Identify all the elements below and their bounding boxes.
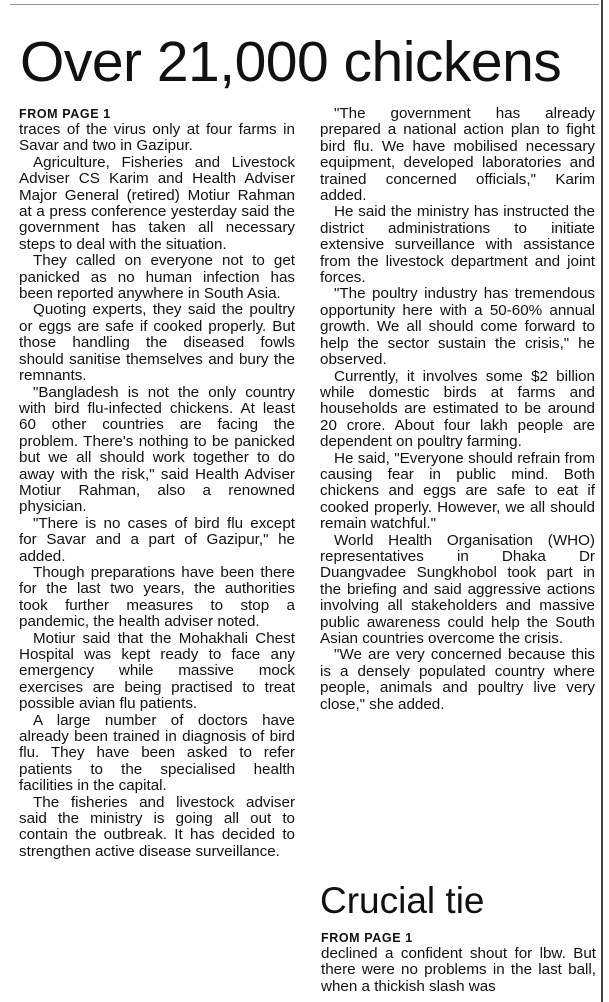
paragraph: "We are very concerned because this is a densely populated country where people, animals and poultry live very close," she added. — [320, 646, 595, 713]
headline: Over 21,000 chickens — [20, 30, 562, 94]
headline-crucial-tie: Crucial tie — [320, 880, 485, 921]
top-rule — [10, 4, 599, 5]
kicker: FROM PAGE 1 — [19, 107, 111, 121]
paragraph: He said the ministry has instructed the district administrations to initiate extensive surveillance with assistance from the livestock department and joint forces. — [320, 203, 595, 287]
paragraph: They called on everyone not to get panicked as no human infection has been reported anywhere in South Asia. — [19, 252, 295, 303]
paragraph: declined a confident shout for lbw. But there were no problems in the last ball, when a thickish slash was — [321, 945, 596, 995]
paragraph: traces of the virus only at four farms in Savar and two in Gazipur. — [19, 121, 295, 155]
paragraph: A large number of doctors have already been trained in diagnosis of bird flu. They have been asked to refer patients to the specialised health facilities in the capital. — [19, 711, 295, 795]
paragraph: Quoting experts, they said the poultry or eggs are safe if cooked properly. But those handling the diseased fowls should sanitise themselves and bury the remnants. — [19, 301, 295, 385]
paragraph: "The government has already prepared a national action plan to fight bird flu. We have mobilised necessary equipment, developed laboratories and trained concerned officials," Karim added. — [320, 105, 595, 205]
paragraph: The fisheries and livestock adviser said the ministry is going all out to contain the outbreak. It has decided to strengthen active disease surveillance. — [19, 793, 295, 860]
paragraph: "There is no cases of bird flu except for Savar and a part of Gazipur," he added. — [19, 514, 295, 565]
paragraph: "The poultry industry has tremendous opportunity here with a 50-60% annual growth. We all should come forward to help the sector sustain the crisis," he observed. — [320, 285, 595, 369]
paragraph: Currently, it involves some $2 billion while domestic birds at farms and households are estimated to be around 20 crore. About four lakh people are dependent on poultry farming. — [320, 367, 595, 451]
crucial-tie-story — [321, 931, 596, 995]
page-edge-rule — [601, 0, 603, 1002]
paragraph: He said, "Everyone should refrain from causing fear in public mind. Both chickens and eggs are safe to eat if cooked properly. However, we all should remain watchful." — [320, 449, 595, 533]
paragraph: Agriculture, Fisheries and Livestock Adviser CS Karim and Health Adviser Major General (retired) Motiur Rahman at a press conference yesterday said the government has taken all necessary steps to deal with the situation. — [19, 153, 295, 253]
paragraph: World Health Organisation (WHO) representatives in Dhaka Dr Duangvadee Sungkhobol took part in the briefing and said aggressive actions involving all stakeholders and massive public awareness could help the South Asian countries overcome the crisis. — [320, 531, 595, 647]
right-column — [320, 106, 595, 713]
paragraph: Motiur said that the Mohakhali Chest Hospital was kept ready to face any emergency while massive mock exercises are being practised to treat possible avian flu patients. — [19, 629, 295, 713]
paragraph: Though preparations have been there for the last two years, the authorities took further measures to stop a pandemic, the health adviser noted. — [19, 563, 295, 631]
paragraph: "Bangladesh is not the only country with bird flu-infected chickens. At least 60 other countries are facing the problem. There's nothing to be panicked but we all should work together to do away with the risk," said Health Adviser Motiur Rahman, also a renowned physician. — [19, 383, 295, 516]
kicker: FROM PAGE 1 — [321, 931, 413, 945]
left-column — [19, 107, 295, 860]
